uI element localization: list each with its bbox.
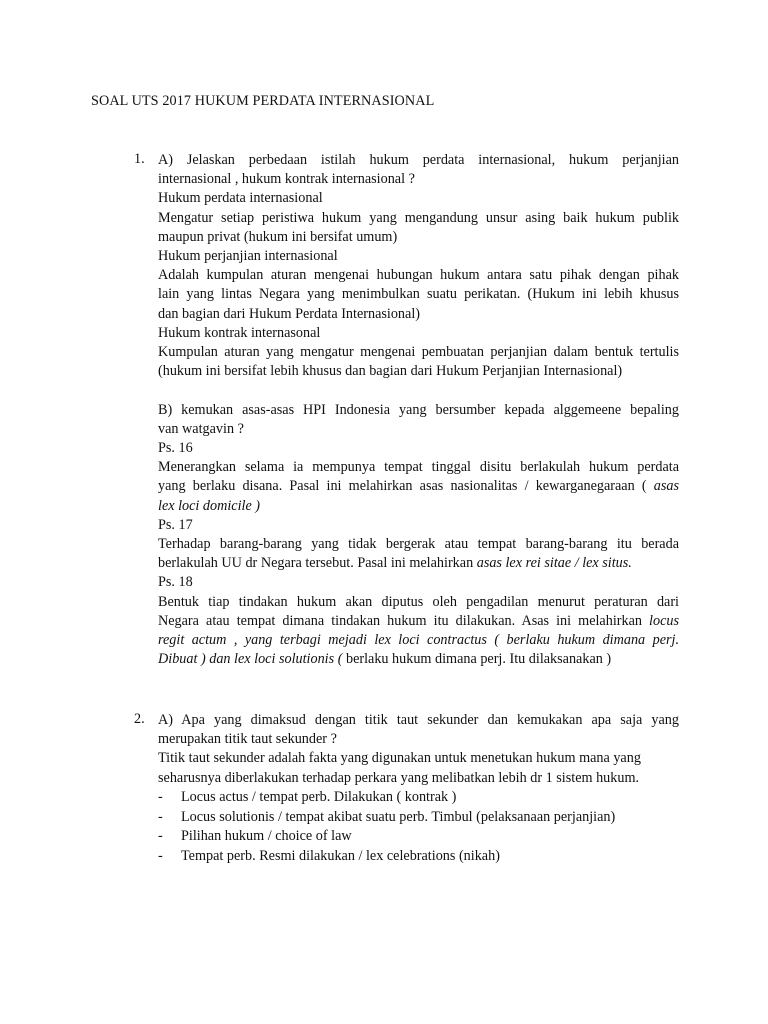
list-item-text: Tempat perb. Resmi dilakukan / lex celebrations (nikah) [181, 847, 500, 864]
q1a-line: lain yang lintas Negara yang menimbulkan suatu perikatan. (Hukum ini lebih khusus [158, 286, 679, 303]
document-title: SOAL UTS 2017 HUKUM PERDATA INTERNASIONAL [91, 93, 435, 109]
q1b-line-mixed [158, 650, 679, 669]
bullet-dash: - [158, 789, 163, 805]
secondary-point-list [158, 788, 615, 866]
list-item [158, 788, 615, 808]
list-item-text: Locus actus / tempat perb. Dilakukan ( kontrak ) [181, 789, 457, 805]
q1b-line-mixed [158, 554, 679, 573]
q1b-line: Terhadap barang-barang yang tidak bergerak atau tempat barang-barang itu berada [158, 536, 679, 553]
q2-line: Titik taut sekunder adalah fakta yang digunakan untuk menetukan hukum mana yang [158, 750, 641, 767]
q1b-line: Ps. 16 [158, 440, 193, 457]
q1b-line-mixed [158, 497, 679, 516]
bullet-dash: - [158, 808, 163, 825]
q1b-text: berlakulah UU dr Negara tersebut. Pasal ini melahirkan [158, 555, 477, 572]
q1b-italic-text: locus [649, 612, 679, 629]
q1b-line: B) kemukan asas-asas HPI Indonesia yang bersumber kepada alggemeene bepaling [158, 401, 679, 418]
q1a-line: maupun privat (hukum ini bersifat umum) [158, 228, 398, 245]
q1b-line: van watgavin ? [158, 420, 244, 437]
q1a-line: dan bagian dari Hukum Perdata Internasional) [158, 305, 420, 322]
list-item [158, 847, 615, 867]
q1b-italic-text: asas lex rei sitae / lex situs. [476, 555, 632, 572]
q1a-line: Hukum perdata internasional [158, 190, 323, 207]
q1b-line: Menerangkan selama ia mempunya tempat tinggal disitu berlakulah hukum perdata [158, 459, 679, 476]
question-1-block [158, 151, 679, 669]
q1a-line: Kumpulan aturan yang mengatur mengenai pembuatan perjanjian dalam bentuk tertulis [158, 344, 679, 361]
q1b-italic-text: lex loci domicile ) [158, 497, 261, 514]
q1a-line: Adalah kumpulan aturan mengenai hubungan hukum antara satu pihak dengan pihak [158, 267, 679, 284]
bullet-dash: - [158, 847, 163, 864]
q1b-text: yang berlaku disana. Pasal ini melahirkan asas nasionalitas / kewarganegaraan ( [158, 478, 654, 495]
q2-line: A) Apa yang dimaksud dengan titik taut sekunder dan kemukakan apa saja yang [158, 712, 679, 728]
bullet-dash: - [158, 828, 163, 845]
q1b-text: Negara atau tempat dimana tindakan hukum itu dilakukan. Asas ini melahirkan [158, 612, 650, 629]
q1b-italic-text: asas [653, 478, 679, 495]
list-item-text: Pilihan hukum / choice of law [181, 828, 352, 845]
q1b-line-mixed [158, 631, 679, 650]
q1b-line: Ps. 17 [158, 516, 193, 533]
q1b-italic-text: regit actum , yang terbagi mejadi lex loci contractus ( berlaku hukum dimana perj. [158, 632, 679, 649]
q1a-line: Hukum perjanjian internasional [158, 248, 338, 265]
question-2-block [158, 711, 679, 788]
q2-line: merupakan titik taut sekunder ? [158, 731, 337, 748]
q1a-line: Hukum kontrak internasonal [158, 324, 321, 341]
q1a-line: Mengatur setiap peristiwa hukum yang mengandung unsur asing baik hukum publik [158, 209, 679, 226]
list-item [158, 827, 615, 847]
q1b-line: Bentuk tiap tindakan hukum akan diputus oleh pengadilan menurut peraturan dari [158, 593, 679, 610]
q1a-line: internasional , hukum kontrak internasional ? [158, 171, 415, 188]
q1b-line-mixed [158, 612, 679, 631]
list-item [158, 808, 615, 828]
q1a-line: A) Jelaskan perbedaan istilah hukum perdata internasional, hukum perjanjian [158, 152, 679, 168]
q1b-text: berlaku hukum dimana perj. Itu dilaksanakan ) [345, 651, 612, 668]
q1b-italic-text: Dibuat ) dan lex loci solutionis ( [158, 651, 346, 668]
q2-line: seharusnya diberlakukan terhadap perkara yang melibatkan lebih dr 1 sistem hukum. [158, 769, 640, 786]
q1b-line-mixed [158, 477, 679, 496]
list-item-text: Locus solutionis / tempat akibat suatu perb. Timbul (pelaksanaan perjanjian) [181, 808, 616, 825]
question-1-number: 1. [134, 151, 145, 167]
question-2-number: 2. [134, 711, 145, 727]
q1a-line: (hukum ini bersifat lebih khusus dan bagian dari Hukum Perjanjian Internasional) [158, 363, 623, 380]
q1b-line: Ps. 18 [158, 574, 193, 591]
